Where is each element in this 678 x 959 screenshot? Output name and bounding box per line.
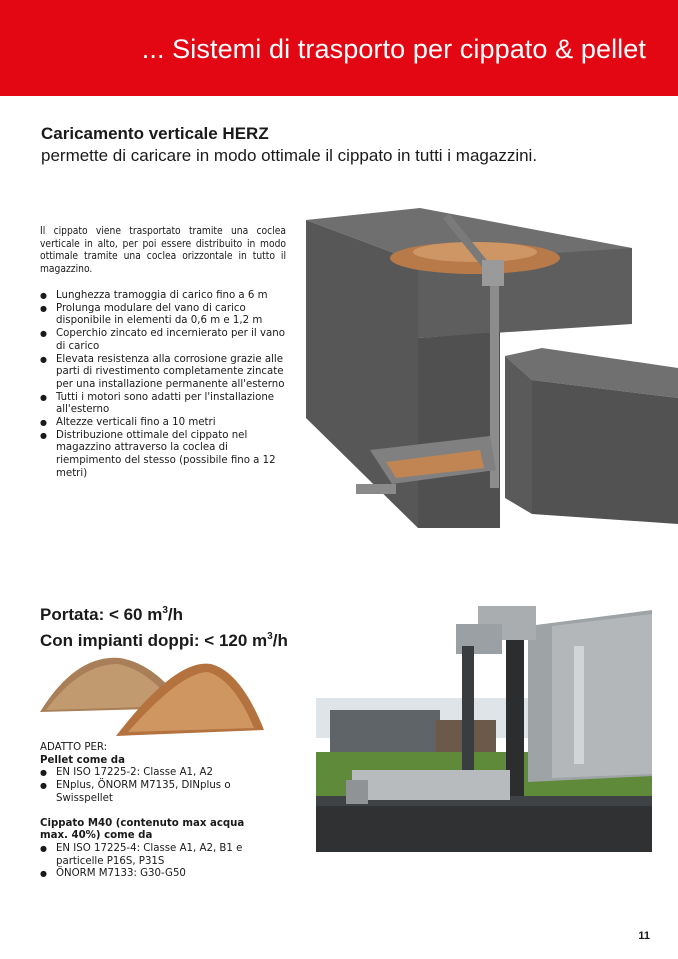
chips-item: ● EN ISO 17225-4: Classe A1, A2, B1 e particelle P16S, P31S bbox=[40, 843, 290, 868]
chips-item: ● ÖNORM M7133: G30-G50 bbox=[40, 868, 290, 881]
feature-item: ● Lunghezza tramoggia di carico fino a 6 m bbox=[40, 290, 290, 303]
feature-item: ● Distribuzione ottimale del cippato nel magazzino attraverso la coclea di riempimento del stesso (possibile fino a 12 metri) bbox=[40, 430, 290, 481]
pellet-title: Pellet come da bbox=[40, 754, 125, 766]
chips-list bbox=[40, 843, 290, 881]
section-subtitle: permette di caricare in modo ottimale il cippato in tutti i magazzini. bbox=[41, 146, 538, 165]
chips-title-line-2: max. 40%) come da bbox=[40, 830, 153, 842]
intro-paragraph: Il cippato viene trasportato tramite una coclea verticale in alto, per poi essere distribuito in modo ottimale tramite una coclea orizzontale in tutto il magazzino. bbox=[40, 226, 286, 276]
pellet-item: ● ENplus, ÖNORM M7135, DINplus o Swisspellet bbox=[40, 780, 290, 805]
header-title: ... Sistemi di trasporto per cippato & pellet bbox=[141, 34, 646, 64]
feature-item: ● Coperchio zincato ed incernierato per il vano di carico bbox=[40, 328, 290, 353]
section-title: Caricamento verticale HERZ bbox=[41, 124, 269, 143]
spacer bbox=[40, 806, 290, 818]
feature-item: ● Elevata resistenza alla corrosione grazie alle parti di rivestimento completamente zincate per una installazione permanente all'esterno bbox=[40, 354, 290, 392]
suited-label: ADATTO PER: bbox=[40, 742, 108, 753]
capacity-text bbox=[40, 600, 288, 652]
capacity-line-2-sup: 3 bbox=[267, 631, 273, 642]
pellet-and-chips-image bbox=[36, 650, 266, 738]
suited-for-block bbox=[40, 742, 290, 881]
pellet-item: ● EN ISO 17225-2: Classe A1, A2 bbox=[40, 767, 290, 780]
page-header bbox=[0, 0, 678, 96]
feature-item: ● Prolunga modulare del vano di carico disponibile in elementi da 0,6 m e 1,2 m bbox=[40, 303, 290, 328]
feature-item: ● Altezze verticali fino a 10 metri bbox=[40, 417, 290, 430]
page-number: 11 bbox=[638, 930, 650, 942]
capacity-line-1-unit: /h bbox=[167, 605, 184, 624]
feature-item: ● Tutti i motori sono adatti per l'installazione all'esterno bbox=[40, 392, 290, 417]
capacity-line-2-unit: /h bbox=[272, 631, 288, 650]
pellet-list bbox=[40, 767, 290, 805]
capacity-line-2 bbox=[40, 626, 288, 652]
feature-list bbox=[40, 290, 290, 481]
capacity-line-1 bbox=[40, 600, 288, 626]
capacity-line-1-sup: 3 bbox=[162, 605, 168, 616]
installation-photo bbox=[316, 602, 652, 852]
vertical-loader-illustration bbox=[300, 198, 678, 538]
chips-title-line-1: Cippato M40 (contenuto max acqua bbox=[40, 817, 245, 829]
capacity-line-1-main: Portata: < 60 m bbox=[40, 605, 163, 624]
capacity-line-2-main: Con impianti doppi: < 120 m bbox=[40, 631, 268, 650]
